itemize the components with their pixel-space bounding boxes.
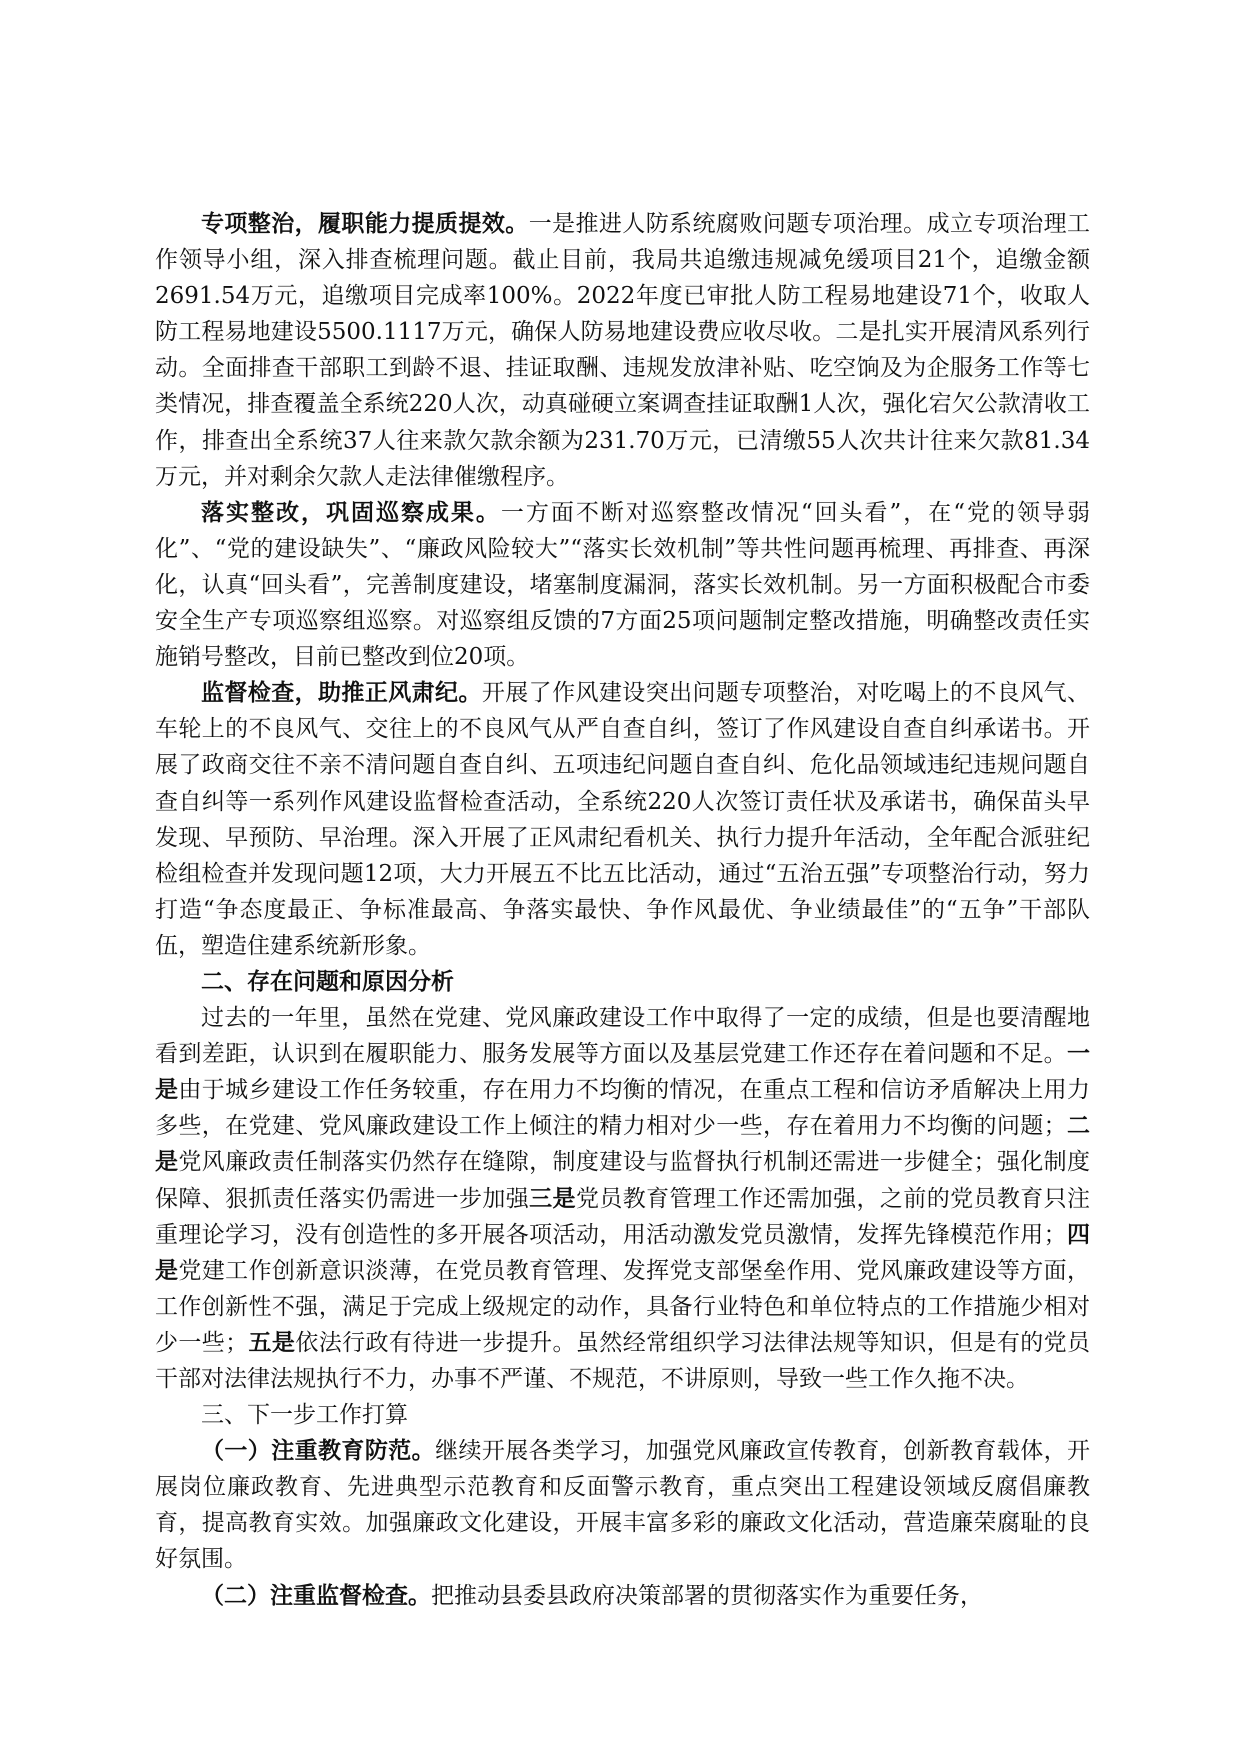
point-marker: 三是 — [529, 1184, 576, 1212]
paragraph-lead: （二）注重监督检查。 — [201, 1581, 431, 1609]
point-marker: 二是 — [155, 1112, 1091, 1176]
paragraph-text: 过去的一年里，虽然在党建、党风廉政建设工作中取得了一定的成绩，但是也要清醒地看到差距，认识到在履职能力、服务发展等方面以及基层党建工作还存在着问题和不足。 — [155, 1005, 1090, 1068]
paragraph-problems-analysis — [155, 1000, 1090, 1397]
point-marker: 五是 — [248, 1328, 296, 1356]
paragraph-rectification-implementation — [155, 495, 1090, 675]
paragraph-supervision-inspection — [155, 675, 1090, 964]
paragraph-special-rectification — [155, 206, 1090, 495]
paragraph-lead: 监督检查，助推正风肃纪。 — [201, 679, 482, 707]
paragraph-text: 一方面不断对巡察整改情况“回头看”，在“党的领导弱化”、“党的建设缺失”、“廉政风险较大”“落实长效机制”等共性问题再梳理、再排查、再深化，认真“回头看”，完善制度建设，堵塞制度漏洞，落实长效机制。另一方面积极配合市委安全生产专项巡察组巡察。对巡察组反馈的7方面25项问题制定整改措施，明确整改责任实施销号整改，目前已整改到位20项。 — [155, 499, 1090, 671]
paragraph-text: 开展了作风建设突出问题专项整治，对吃喝上的不良风气、车轮上的不良风气、交往上的不良风气从严自查自纠，签订了作风建设自查自纠承诺书。开展了政商交往不亲不清问题自查自纠、五项违纪问题自查自纠、危化品领域违纪违规问题自查自纠等一系列作风建设监督检查活动，全系统220人次签订责任状及承诺书，确保苗头早发现、早预防、早治理。深入开展了正风肃纪看机关、执行力提升年活动，全年配合派驻纪检组检查并发现问题12项，大力开展五不比五比活动，通过“五治五强”专项整治行动，努力打造“争态度最正、争标准最高、争落实最快、争作风最优、争业绩最佳”的“五争”干部队伍，塑造住建系统新形象。 — [155, 680, 1091, 959]
paragraph-text: 继续开展各类学习，加强党风廉政宣传教育，创新教育载体，开展岗位廉政教育、先进典型示范教育和反面警示教育，重点突出工程建设领域反腐倡廉教育，提高教育实效。加强廉政文化建设，开展丰富多彩的廉政文化活动，营造廉荣腐耻的良好氛围。 — [155, 1438, 1091, 1573]
paragraph-text: 把推动县委县政府决策部署的贯彻落实作为重要任务， — [431, 1582, 983, 1609]
paragraph-text: 由于城乡建设工作任务较重，存在用力不均衡的情况，在重点工程和信访矛盾解决上用力多些，在党建、党风廉政建设工作上倾注的精力相对少一些，存在着用力不均衡的问题； — [155, 1077, 1091, 1140]
paragraph-text: 党员教育管理工作还需加强，之前的党员教育只注重理论学习，没有创造性的多开展各项活动，用活动激发党员激情，发挥先锋模范作用； — [155, 1185, 1091, 1248]
section-heading-problems: 二、存在问题和原因分析 — [201, 967, 454, 995]
paragraph-text: 党建工作创新意识淡薄，在党员教育管理、发挥党支部堡垒作用、党风廉政建设等方面，工作创新性不强，满足于完成上级规定的动作，具备行业特色和单位特点的工作措施少相对少一些； — [155, 1257, 1091, 1356]
paragraph-lead: 专项整治，履职能力提质提效。 — [201, 210, 529, 237]
point-marker: 一是 — [155, 1040, 1090, 1104]
document-body — [155, 206, 1090, 1614]
paragraph-education-prevention — [155, 1433, 1090, 1577]
section-heading-next-steps: 三、下一步工作打算 — [201, 1402, 408, 1429]
paragraph-text: 一是推进人防系统腐败问题专项治理。成立专项治理工作领导小组，深入排查梳理问题。截止目前，我局共追缴违规减免缓项目21个，追缴金额2691.54万元，追缴项目完成率100%。2022年度已审批人防工程易地建设71个，收取人防工程易地建设5500.1117万元，确保人防易地建设费应收尽收。二是扎实开展清风系列行动。全面排查干部职工到龄不退、挂证取酬、违规发放津补贴、吃空饷及为企服务工作等七类情况，排查覆盖全系统220人次，动真碰硬立案调查挂证取酬1人次，强化宕欠公款清收工作，排查出全系统37人往来款欠款余额为231.70万元，已清缴55人次共计往来欠款81.34万元，并对剩余欠款人走法律催缴程序。 — [155, 211, 1091, 490]
point-marker: 四是 — [155, 1220, 1091, 1284]
paragraph-lead: 落实整改，巩固巡察成果。 — [201, 498, 501, 526]
paragraph-lead: （一）注重教育防范。 — [201, 1437, 436, 1465]
paragraph-supervision-focus — [155, 1578, 1090, 1614]
paragraph-text: 依法行政有待进一步提升。虽然经常组织学习法律法规等知识，但是有的党员干部对法律法规执行不力，办事不严谨、不规范，不讲原则，导致一些工作久拖不决。 — [155, 1329, 1091, 1392]
paragraph-text: 党风廉政责任制落实仍然存在缝隙，制度建设与监督执行机制还需进一步健全；强化制度保障、狠抓责任落实仍需进一步加强 — [155, 1149, 1091, 1212]
